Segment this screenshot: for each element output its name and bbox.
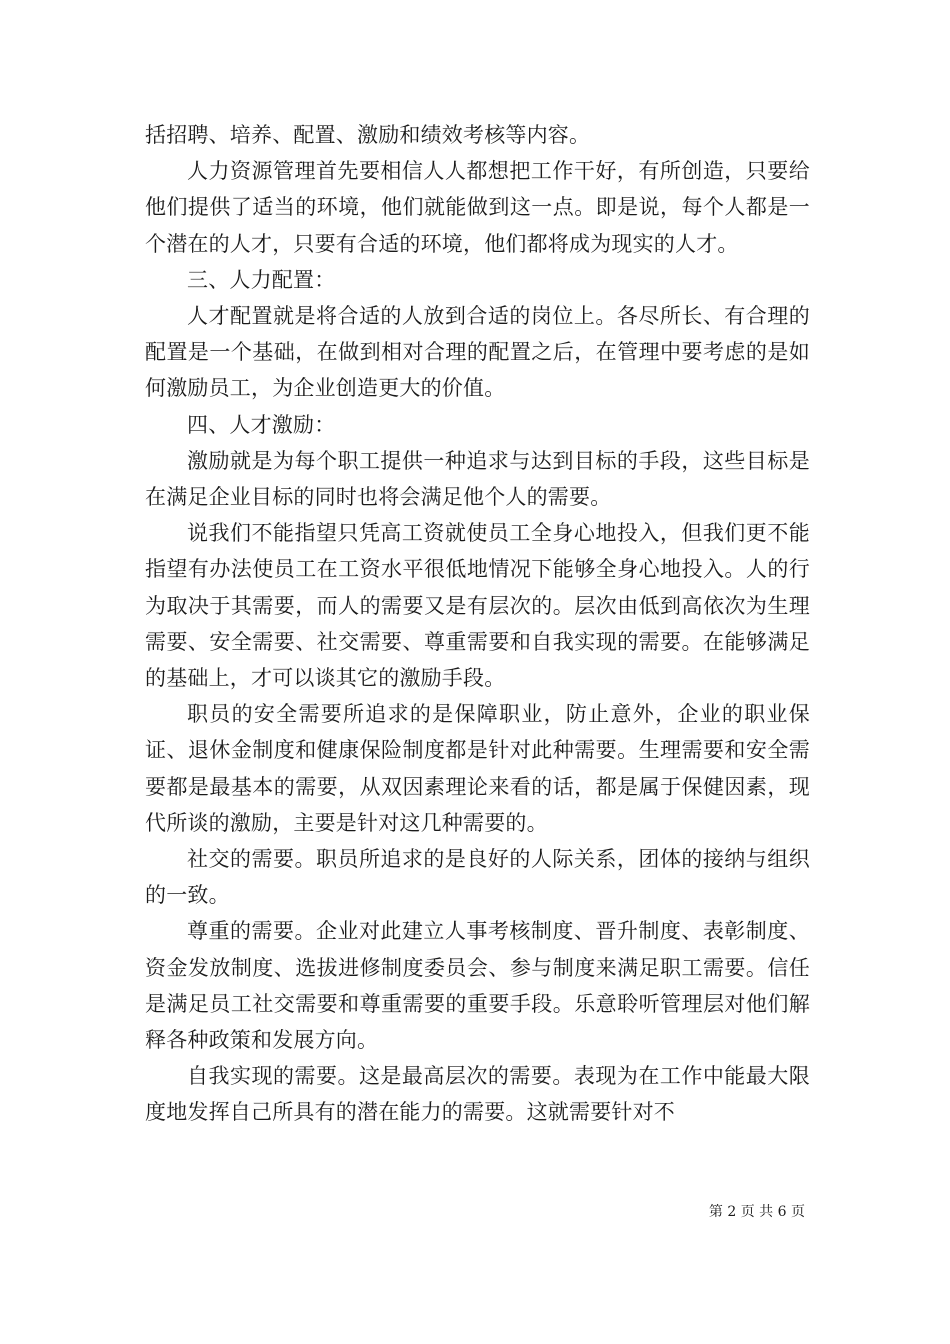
- paragraph-7: 说我们不能指望只凭高工资就使员工全身心地投入，但我们更不能指望有办法使员工在工资水平很低地情况下能够全身心地投入。人的行为取决于其需要，而人的需要又是有层次的。层次由低到高依次为生理需要、安全需要、社交需要、尊重需要和自我实现的需要。在能够满足的基础上，才可以谈其它的激励手段。: [145, 521, 810, 691]
- paragraph-4: 人才配置就是将合适的人放到合适的岗位上。各尽所长、有合理的配置是一个基础，在做到相对合理的配置之后，在管理中要考虑的是如何激励员工，为企业创造更大的价值。: [145, 304, 810, 401]
- paragraph-1: 括招聘、培养、配置、激励和绩效考核等内容。: [145, 123, 591, 147]
- paragraph-2: 人力资源管理首先要相信人人都想把工作干好，有所创造，只要给他们提供了适当的环境，他们就能做到这一点。即是说，每个人都是一个潜在的人才，只要有合适的环境，他们都将成为现实的人才。: [145, 159, 810, 256]
- section-heading-4: 四、人才激励：: [187, 412, 336, 437]
- paragraph-9: 社交的需要。职员所追求的是良好的人际关系，团体的接纳与组织的一致。: [145, 847, 810, 908]
- document-body: [145, 117, 810, 1131]
- paragraph-11: 自我实现的需要。这是最高层次的需要。表现为在工作中能最大限度地发挥自己所具有的潜在能力的需要。这就需要针对不: [145, 1064, 810, 1125]
- paragraph-6: 激励就是为每个职工提供一种追求与达到目标的手段，这些目标是在满足企业目标的同时也将会满足他个人的需要。: [145, 448, 810, 510]
- paragraph-8: 职员的安全需要所追求的是保障职业，防止意外，企业的职业保证、退休金制度和健康保险制度都是针对此种需要。生理需要和安全需要都是最基本的需要，从双因素理论来看的话，都是属于保健因素，现代所谈的激励，主要是针对这几种需要的。: [145, 702, 810, 835]
- page-number-footer: 第 2 页 共 6 页: [708, 1204, 805, 1220]
- paragraph-10: 尊重的需要。企业对此建立人事考核制度、晋升制度、表彰制度、资金发放制度、选拔进修制度委员会、参与制度来满足职工需要。信任是满足员工社交需要和尊重需要的重要手段。乐意聆听管理层对他们解释各种政策和发展方向。: [145, 919, 810, 1053]
- section-heading-3: 三、人力配置：: [187, 267, 336, 292]
